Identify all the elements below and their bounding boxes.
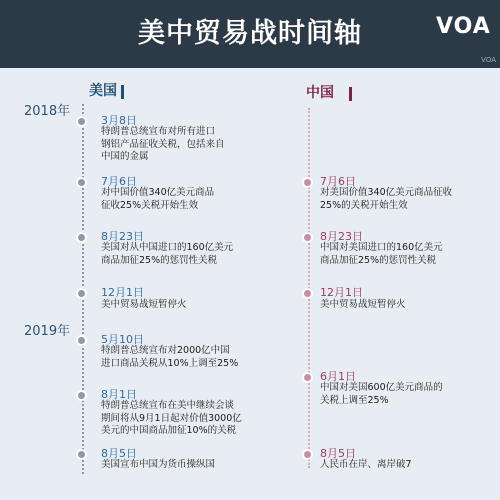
event-description: 美中贸易战短暂停火 (320, 299, 406, 310)
timeline-dot (76, 232, 87, 243)
event-description: 对美国价值340亿美元商品征收 25%的关税开始生效 (320, 187, 453, 211)
timeline-dot (76, 335, 87, 346)
us-header-accent (121, 85, 124, 99)
us-column-header (89, 82, 149, 101)
timeline-dot (302, 232, 313, 243)
timeline-dot (76, 390, 87, 401)
timeline-dot (302, 288, 313, 299)
timeline-dot (76, 177, 87, 188)
event-date: 7月6日 (320, 175, 356, 188)
event-date: 8月23日 (101, 230, 144, 243)
us-column-label: 美国 (89, 83, 117, 99)
event-date: 12月1日 (320, 286, 363, 299)
event-date: 8月1日 (101, 388, 137, 401)
timeline-dot (302, 177, 313, 188)
event-date: 5月10日 (101, 333, 144, 346)
event-date: 7月6日 (101, 175, 137, 188)
event-date: 8月23日 (320, 230, 363, 243)
event-description: 美国宣布中国为货币操纵国 (101, 459, 216, 470)
event-date: 12月1日 (101, 286, 144, 299)
event-date: 6月1日 (320, 370, 356, 383)
year-label-2019: 2019年 (24, 324, 71, 339)
event-description: 对中国价值340亿美元商品 征收25%关税开始生效 (101, 187, 215, 211)
event-description: 特朗普总统宣布对所有进口 钢铝产品征收关税，包括来自 中国的金属 (101, 126, 225, 162)
image-credit: VOA (481, 56, 496, 64)
event-description: 人民币在岸、离岸破7 (320, 459, 412, 470)
page-title: 美中贸易战时间轴 (138, 18, 362, 49)
china-column-label: 中国 (306, 85, 334, 101)
event-date: 8月5日 (101, 447, 137, 460)
timeline-dot (76, 116, 87, 127)
voa-logo: VOA (436, 14, 491, 39)
timeline-dot (76, 288, 87, 299)
timeline-dot (302, 449, 313, 460)
event-description: 美中贸易战短暂停火 (101, 299, 187, 310)
china-header-accent (349, 87, 352, 101)
china-column-header (306, 84, 366, 103)
event-description: 特朗普总统宣布在美中继续会谈 期间将从9月1日起对价值3000亿 美元的中国商品加征10%的关税 (101, 400, 242, 436)
event-date: 3月8日 (101, 114, 137, 127)
event-description: 中国对美国进口的160亿美元 商品加征25%的惩罚性关税 (320, 242, 443, 266)
event-description: 中国对美国600亿美元商品的 关税上调至25% (320, 382, 443, 406)
timeline-dot (302, 372, 313, 383)
event-description: 特朗普总统宣布对2000亿中国 进口商品关税从10%上调至25% (101, 345, 239, 369)
event-description: 美国对从中国进口的160亿美元 商品加征25%的惩罚性关税 (101, 242, 234, 266)
event-date: 8月5日 (320, 447, 356, 460)
year-label-2018: 2018年 (24, 104, 71, 119)
timeline-dot (76, 449, 87, 460)
